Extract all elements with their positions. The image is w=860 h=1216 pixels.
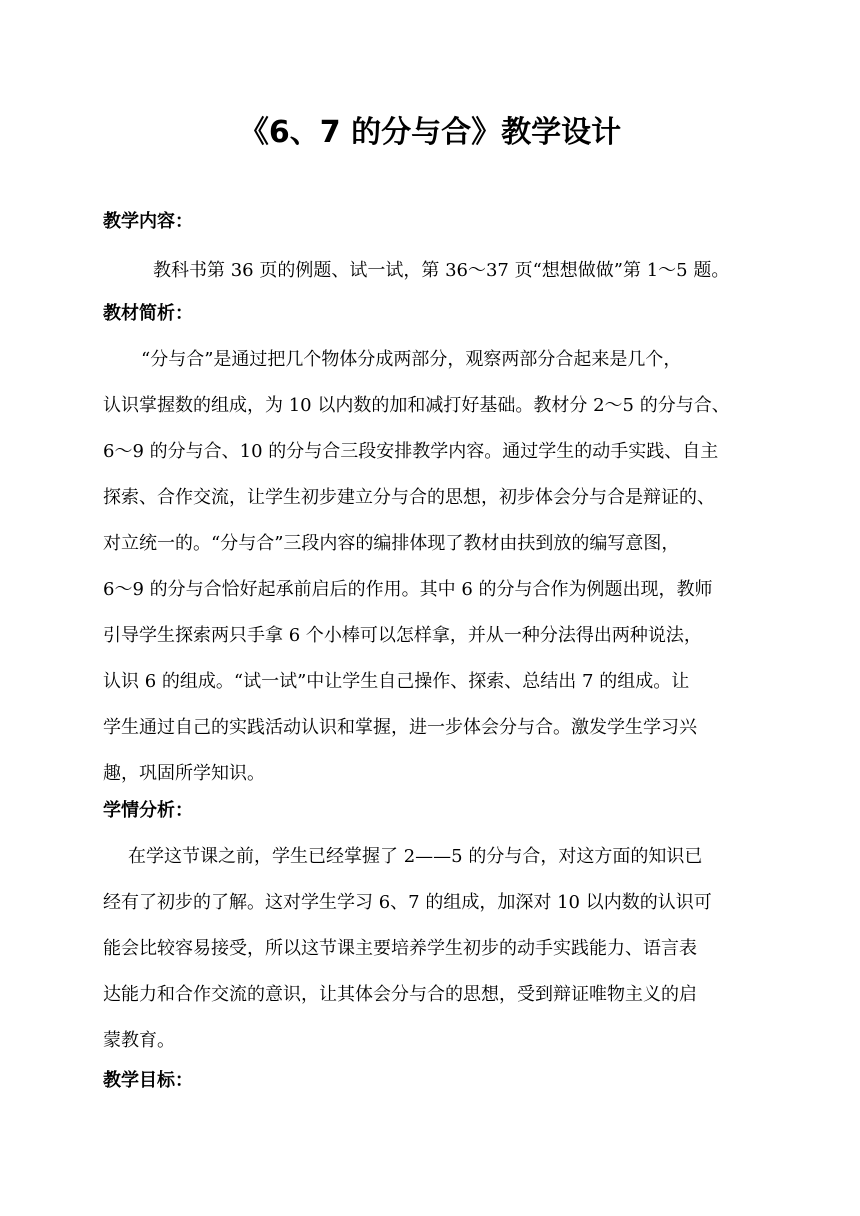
analysis-line: 认识 6 的组成。“试一试”中让学生自己操作、探索、总结出 7 的组成。让 [103, 671, 690, 692]
analysis-line: “分与合”是通过把几个物体分成两部分，观察两部分合起来是几个， [141, 349, 682, 370]
students-line: 经有了初步的了解。这对学生学习 6、7 的组成，加深对 10 以内数的认识可 [103, 892, 712, 913]
analysis-line: 6～9 的分与合、10 的分与合三段安排教学内容。通过学生的动手实践、自主 [103, 441, 719, 462]
analysis-line: 对立统一的。“分与合”三段内容的编排体现了教材由扶到放的编写意图， [103, 533, 680, 554]
analysis-line: 趣，巩固所学知识。 [103, 763, 265, 784]
section-heading-goals: 教学目标： [103, 1070, 193, 1091]
analysis-line: 认识掌握数的组成，为 10 以内数的加和减打好基础。教材分 2～5 的分与合、 [103, 395, 730, 416]
content-line: 教科书第 36 页的例题、试一试，第 36～37 页“想想做做”第 1～5 题。 [153, 260, 730, 281]
analysis-line: 探索、合作交流，让学生初步建立分与合的思想，初步体会分与合是辩证的、 [103, 487, 715, 508]
section-heading-content: 教学内容： [103, 211, 193, 232]
analysis-line: 学生通过自己的实践活动认识和掌握，进一步体会分与合。激发学生学习兴 [103, 717, 697, 738]
analysis-line: 引导学生探索两只手拿 6 个小棒可以怎样拿，并从一种分法得出两种说法， [103, 625, 702, 646]
students-line: 蒙教育。 [103, 1030, 175, 1051]
section-heading-analysis: 教材简析： [103, 303, 193, 324]
students-line: 能会比较容易接受，所以这节课主要培养学生初步的动手实践能力、语言表 [103, 938, 697, 959]
section-heading-students: 学情分析： [103, 800, 193, 821]
document-title: 《6、7 的分与合》教学设计 [238, 115, 622, 150]
students-line: 在学这节课之前，学生已经掌握了 2——5 的分与合，对这方面的知识已 [128, 846, 703, 867]
analysis-line: 6～9 的分与合恰好起承前启后的作用。其中 6 的分与合作为例题出现，教师 [103, 579, 713, 600]
students-line: 达能力和合作交流的意识，让其体会分与合的思想，受到辩证唯物主义的启 [103, 984, 697, 1005]
